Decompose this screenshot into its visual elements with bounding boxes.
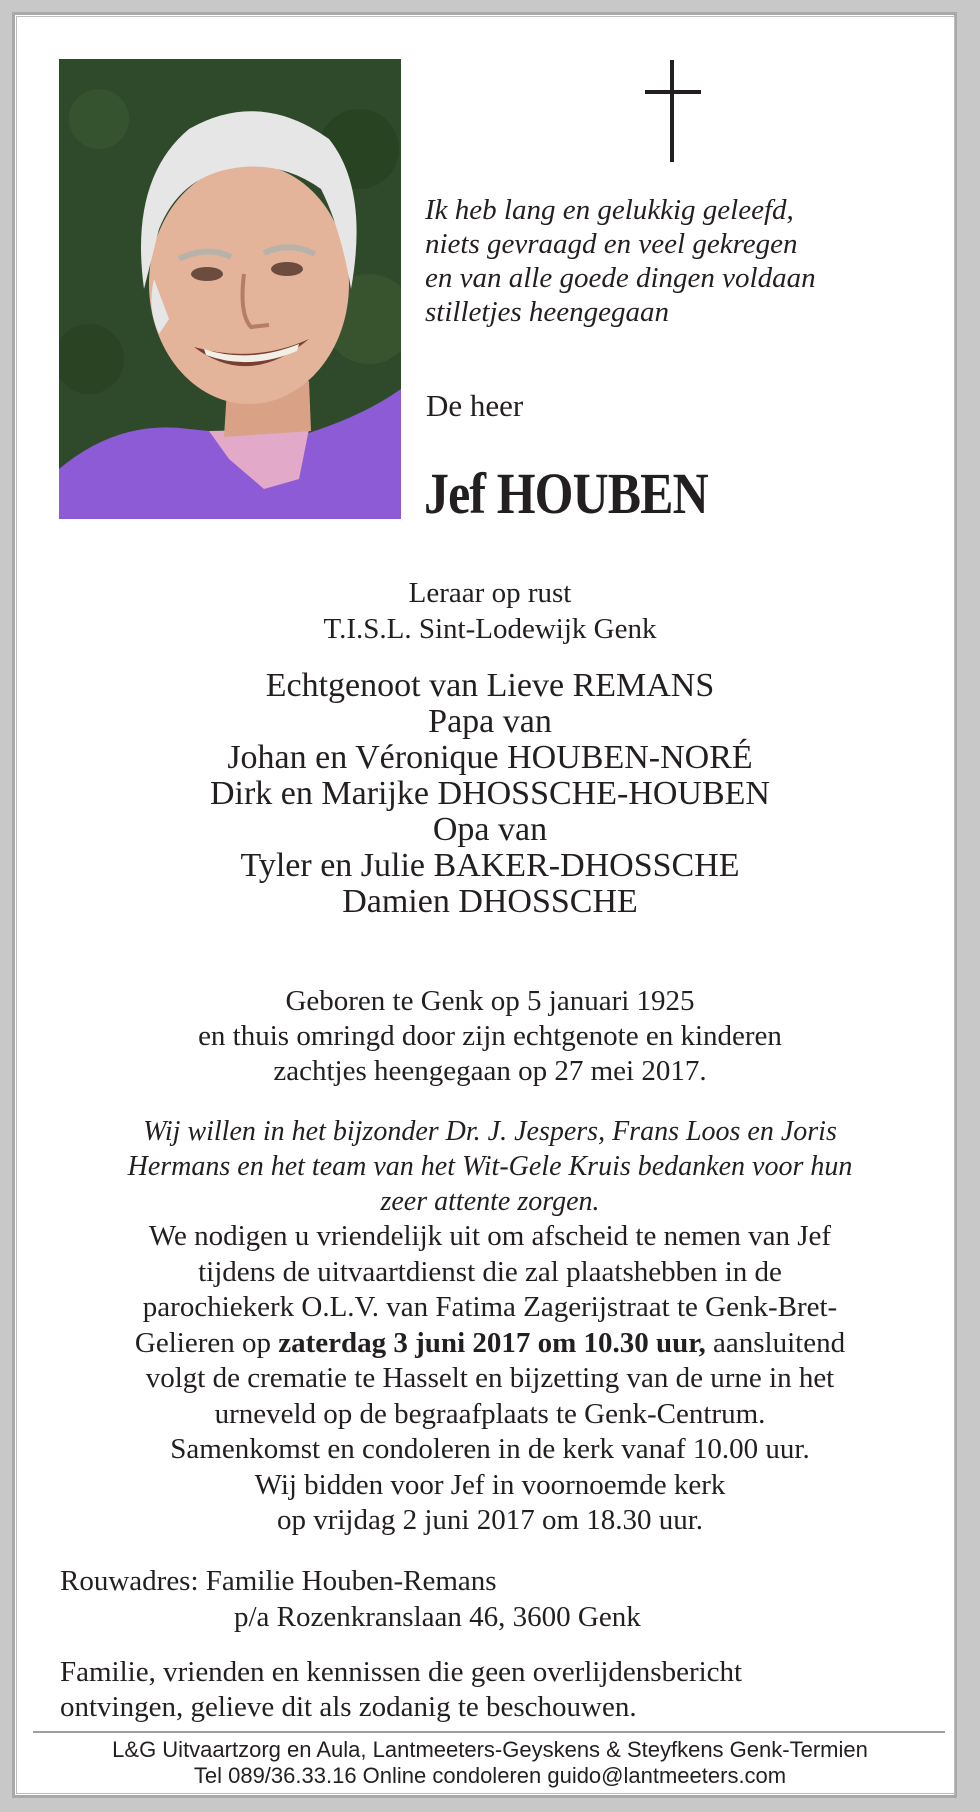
dates-line: Geboren te Genk op 5 januari 1925 (285, 985, 695, 1017)
address-family: Familie Houben-Remans (205, 1565, 497, 1597)
mourning-address (60, 1563, 641, 1635)
poem-line: en van alle goede dingen voldaan (425, 262, 816, 294)
family-list (0, 668, 980, 920)
thanks-line: Hermans en het team van het Wit-Gele Kruis bedanken voor hun (127, 1151, 853, 1182)
invite-line (55, 1326, 925, 1362)
notice-line: ontvingen, gelieve dit als zodanig te beschouwen. (60, 1691, 637, 1723)
invite-text: aansluitend (705, 1326, 846, 1359)
notice-text (60, 1655, 742, 1725)
family-line: Dirk en Marijke DHOSSCHE-HOUBEN (209, 775, 770, 812)
poem-line: niets gevraagd en veel gekregen (425, 228, 798, 260)
family-line: Echtgenoot van Lieve REMANS (265, 667, 715, 704)
cross-icon (645, 60, 701, 162)
poem-line: stilletjes heengegaan (425, 296, 670, 328)
invite-line: We nodigen u vriendelijk uit om afscheid te nemen van Jef (148, 1220, 832, 1252)
dates-line: en thuis omringd door zijn echtgenote en kinderen (198, 1020, 782, 1052)
profession (0, 575, 980, 647)
invite-line: op vrijdag 2 juni 2017 om 18.30 uur. (276, 1504, 704, 1536)
invite-line: parochiekerk O.L.V. van Fatima Zagerijstraat te Genk-Bret- (142, 1291, 838, 1323)
life-dates (0, 984, 980, 1089)
footer-line: L&G Uitvaartzorg en Aula, Lantmeeters-Geyskens & Steyfkens Genk-Termien (112, 1737, 868, 1762)
portrait-illustration (59, 59, 401, 519)
address-label: Rouwadres: (60, 1565, 199, 1597)
family-line: Damien DHOSSCHE (342, 883, 638, 920)
thanks-line: Wij willen in het bijzonder Dr. J. Jespers, Frans Loos en Joris (143, 1116, 837, 1147)
address-street: p/a Rozenkranslaan 46, 3600 Genk (234, 1601, 641, 1633)
invite-line: Samenkomst en condoleren in de kerk vanaf 10.00 uur. (170, 1433, 810, 1465)
invite-line: tijdens de uitvaartdienst die zal plaatshebben in de (198, 1255, 782, 1288)
family-line: Opa van (432, 811, 548, 848)
footer-divider (33, 1731, 945, 1733)
portrait-photo (59, 59, 401, 519)
address-line (60, 1563, 641, 1599)
invite-line: volgt de crematie te Hasselt en bijzetting van de urne in het (145, 1362, 835, 1394)
family-line: Tyler en Julie BAKER-DHOSSCHE (240, 847, 740, 884)
invite-line: Wij bidden voor Jef in voornoemde kerk (254, 1468, 726, 1501)
thanks-line: zeer attente zorgen. (380, 1186, 600, 1217)
deceased-name: Jef HOUBEN (424, 461, 708, 526)
funeral-invitation (55, 1219, 925, 1539)
invite-text: Gelieren op (134, 1326, 279, 1359)
family-line: Papa van (428, 703, 552, 740)
thanks-text (60, 1114, 920, 1219)
ceremony-datetime: zaterdag 3 juni 2017 om 10.30 uur, (278, 1326, 706, 1359)
salutation: De heer (426, 388, 524, 423)
poem-line: Ik heb lang en gelukkig geleefd, (425, 194, 794, 226)
family-line: Johan en Véronique HOUBEN-NORÉ (227, 739, 753, 776)
footer-line: Tel 089/36.33.16 Online condoleren guido@lantmeeters.com (193, 1763, 787, 1788)
poem (425, 193, 905, 329)
notice-line: Familie, vrienden en kennissen die geen overlijdensbericht (60, 1656, 743, 1688)
dates-line: zachtjes heengegaan op 27 mei 2017. (273, 1055, 707, 1087)
profession-line: T.I.S.L. Sint-Lodewijk Genk (323, 613, 657, 645)
profession-line: Leraar op rust (408, 577, 572, 609)
footer (0, 1737, 980, 1789)
invite-line: urneveld op de begraafplaats te Genk-Centrum. (214, 1397, 766, 1430)
